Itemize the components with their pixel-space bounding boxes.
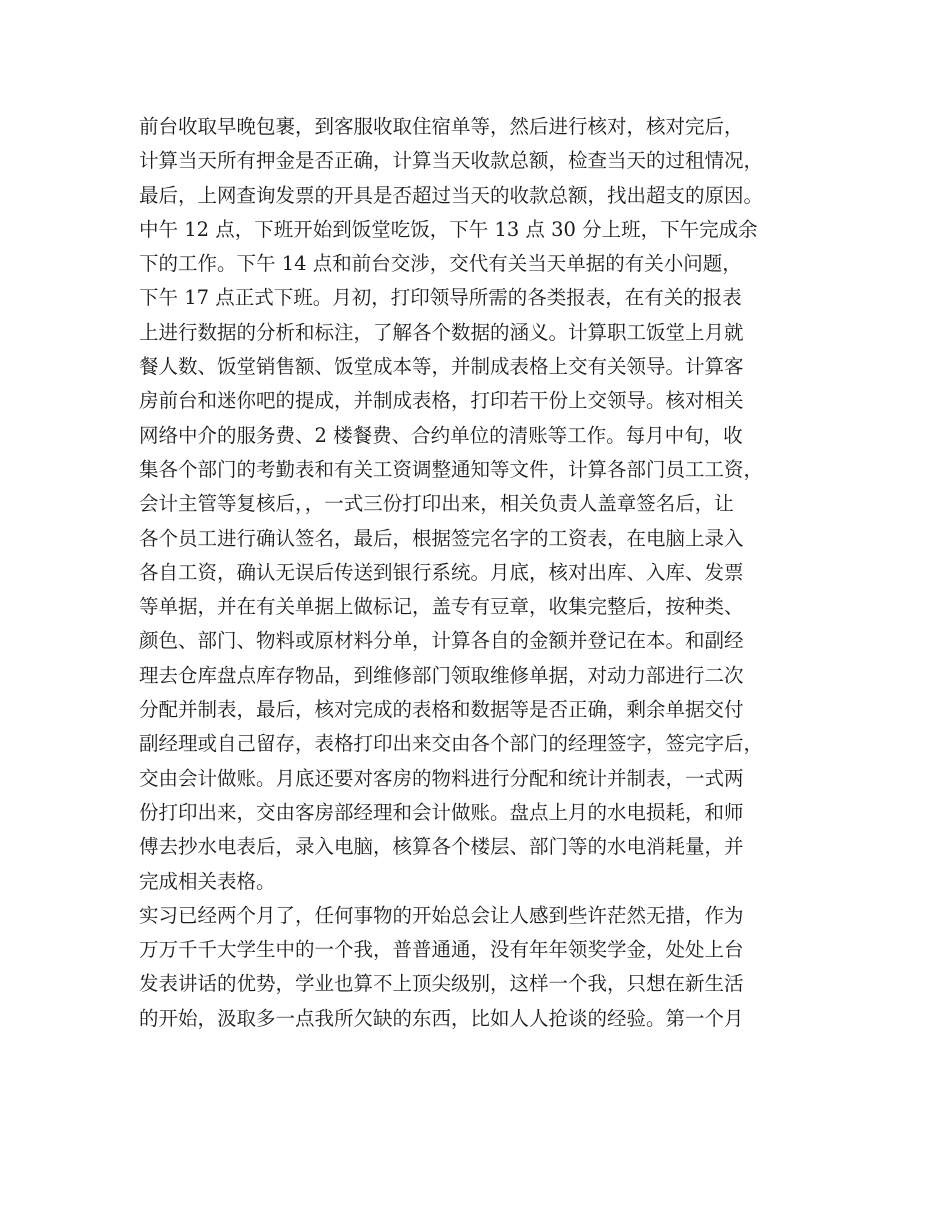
text-line: 万万千千大学生中的一个我，普普通通，没有年年领奖学金，处处上台 [139, 938, 744, 962]
text-line: 副经理或自己留存，表格打印出来交由各个部门的经理签字，签完字后， [139, 732, 764, 756]
text-line: 理去仓库盘点库存物品，到维修部门领取维修单据，对动力部进行二次 [139, 663, 744, 687]
text-line: 各自工资，确认无误后传送到银行系统。月底，核对出库、入库、发票 [139, 560, 744, 584]
text-line: 计算当天所有押金是否正确，计算当天收款总额，检查当天的过租情况， [139, 149, 764, 173]
text-line: 发表讲话的优势，学业也算不上顶尖级别，这样一个我，只想在新生活 [139, 972, 744, 996]
text-line: 份打印出来，交由客房部经理和会计做账。盘点上月的水电损耗，和师 [139, 800, 744, 824]
text-line: 颜色、部门、物料或原材料分单，计算各自的金额并登记在本。和副经 [139, 629, 744, 653]
text-line: 傅去抄水电表后，录入电脑，核算各个楼层、部门等的水电消耗量，并 [139, 835, 744, 859]
text-line: 会计主管等复核后，，一式三份打印出来，相关负责人盖章签名后，让 [139, 492, 734, 516]
text-line: 最后，上网查询发票的开具是否超过当天的收款总额，找出超支的原因。 [139, 183, 764, 207]
text-line: 集各个部门的考勤表和有关工资调整通知等文件，计算各部门员工工资， [139, 457, 764, 481]
text-line: 完成相关表格。 [139, 869, 276, 893]
text-line: 实习已经两个月了，任何事物的开始总会让人感到些许茫然无措，作为 [139, 903, 744, 927]
text-line: 交由会计做账。月底还要对客房的物料进行分配和统计并制表，一式两 [139, 766, 744, 790]
text-line: 网络中介的服务费、2 楼餐费、合约单位的清账等工作。每月中旬，收 [139, 423, 743, 447]
document-body [139, 110, 839, 1036]
text-line: 餐人数、饭堂销售额、饭堂成本等，并制成表格上交有关领导。计算客 [139, 355, 744, 379]
text-line: 下午 17 点正式下班。月初，打印领导所需的各类报表，在有关的报表 [139, 286, 742, 310]
text-line: 上进行数据的分析和标注，了解各个数据的涵义。计算职工饭堂上月就 [139, 320, 744, 344]
text-line: 前台收取早晚包裹，到客服收取住宿单等，然后进行核对，核对完后， [139, 115, 744, 138]
text-line: 的开始，汲取多一点我所欠缺的东西，比如人人抢谈的经验。第一个月 [139, 1006, 744, 1030]
text-line: 等单据，并在有关单据上做标记，盖专有豆章，收集完整后，按种类、 [139, 595, 744, 619]
text-line: 中午 12 点，下班开始到饭堂吃饭，下午 13 点 30 分上班，下午完成余 [139, 217, 758, 241]
text-line: 房前台和迷你吧的提成，并制成表格，打印若干份上交领导。核对相关 [139, 389, 744, 413]
text-line: 下的工作。下午 14 点和前台交涉，交代有关当天单据的有关小问题， [139, 252, 742, 276]
text-line: 各个员工进行确认签名，最后，根据签完名字的工资表，在电脑上录入 [139, 526, 744, 550]
text-line: 分配并制表，最后，核对完成的表格和数据等是否正确，剩余单据交付 [139, 698, 744, 722]
